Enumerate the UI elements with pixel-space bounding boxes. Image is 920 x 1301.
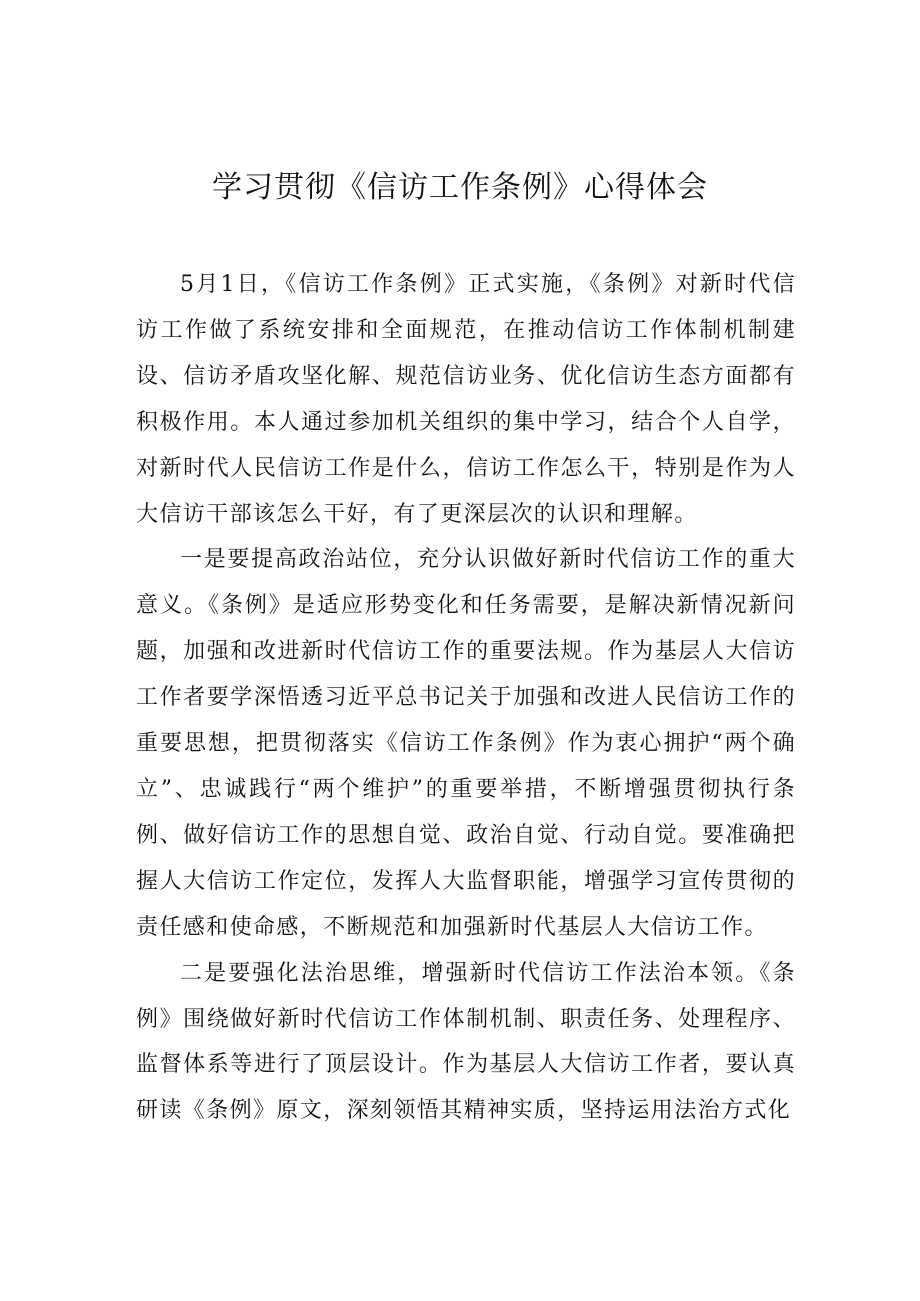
paragraph-intro: 5月1日，《信访工作条例》正式实施，《条例》对新时代信访工作做了系统安排和全面规范，在推动信访工作体制机制建设、信访矛盾攻坚化解、规范信访业务、优化信访生态方面都有积极作用。本人通过参加机关组织的集中学习，结合个人自学，对新时代人民信访工作是什么，信访工作怎么干，特别是作为人大信访干部该怎么干好，有了更深层次的认识和理解。 bbox=[136, 272, 796, 527]
paragraph-political-stance: 一是要提高政治站位，充分认识做好新时代信访工作的重大意义。《条例》是适应形势变化和任务需要，是解决新情况新问题，加强和改进新时代信访工作的重要法规。作为基层人大信访工作者要学深悟透习近平总书记关于加强和改进人民信访工作的重要思想，把贯彻落实《信访工作条例》作为衷心拥护“两个确立”、忠诚践行“两个维护”的重要举措，不断增强贯彻执行条例、做好信访工作的思想自觉、政治自觉、行动自觉。要准确把握人大信访工作定位，发挥人大监督职能，增强学习宣传贯彻的责任感和使命感，不断规范和加强新时代基层人大信访工作。 bbox=[136, 547, 796, 940]
paragraph-rule-of-law: 二是要强化法治思维，增强新时代信访工作法治本领。《条例》围绕做好新时代信访工作体制机制、职责任务、处理程序、监督体系等进行了顶层设计。作为基层人大信访工作者，要认真研读《条例》原文，深刻领悟其精神实质，坚持运用法治方式化 bbox=[136, 960, 796, 1124]
document-body bbox=[136, 262, 796, 1134]
document-title: 学习贯彻《信访工作条例》心得体会 bbox=[212, 170, 708, 205]
